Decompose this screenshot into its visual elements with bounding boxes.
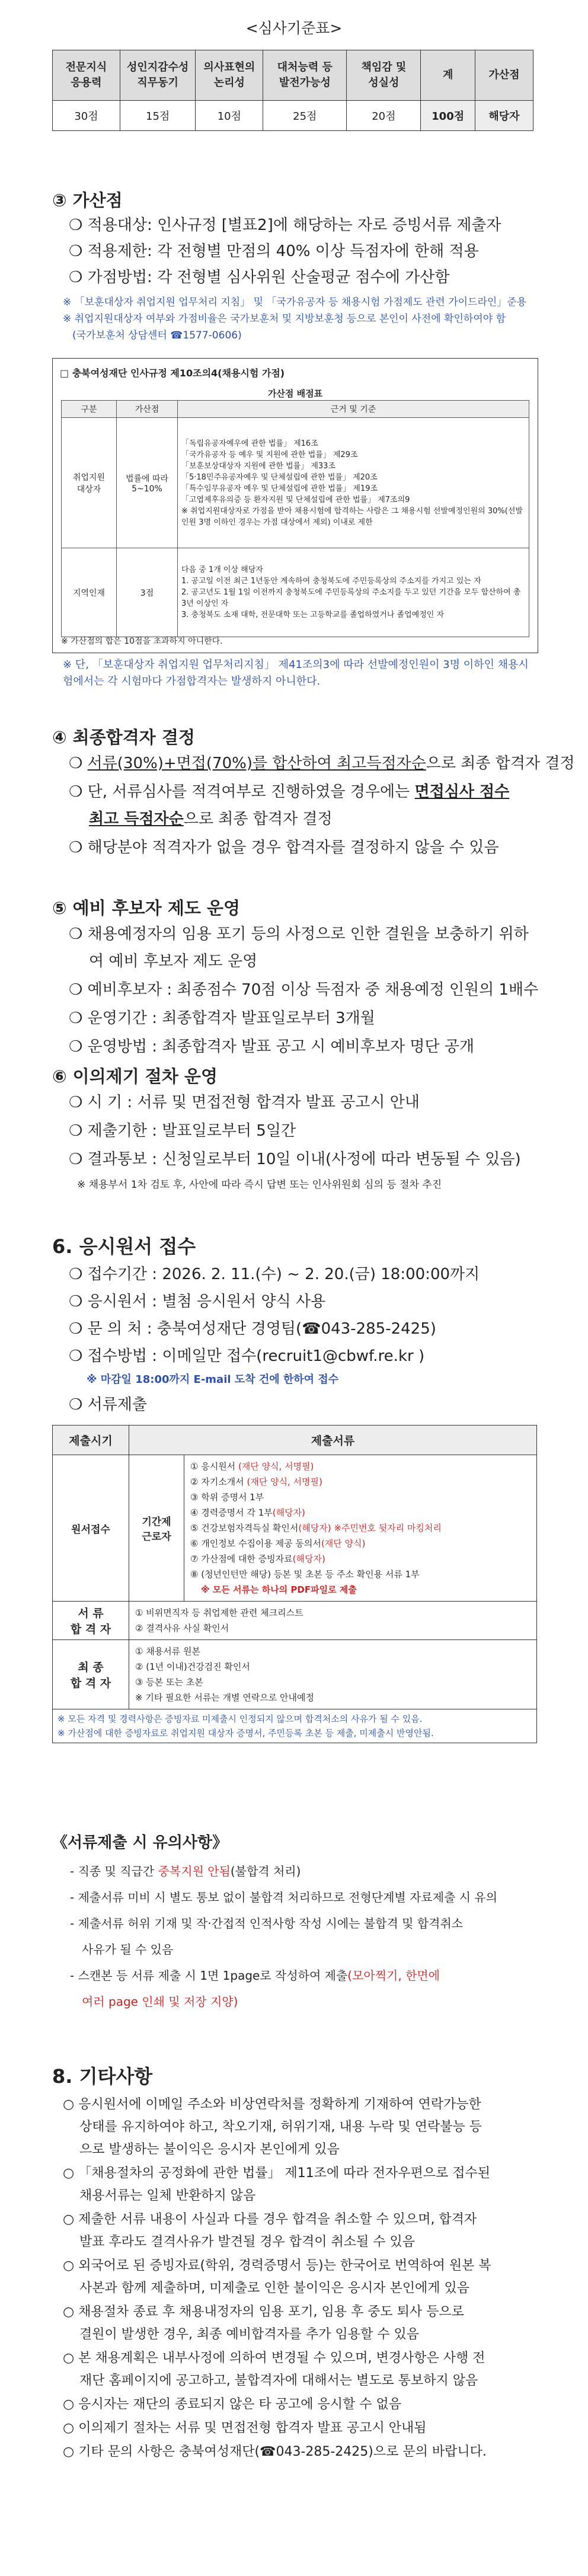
final-item-cont — [89, 807, 333, 831]
appeal-note: ※ 채용부서 1차 검토 후, 사안에 따라 즉시 답변 또는 인사위원회 심의 등 절차 추진 — [77, 1179, 442, 1191]
apply-item-text: 응시원서 : 별첨 응시원서 양식 사용 — [87, 1293, 326, 1311]
bonus-table-footnote: ※ 가산점의 합은 10점을 초과하지 아니한다. — [61, 637, 223, 646]
appeal-item: ❍ 결과통보 : 신청일로부터 10일 이내(사정에 따라 변동될 수 있음) — [69, 1150, 521, 1168]
appeal-item: ❍ 제출기한 : 발표일로부터 5일간 — [69, 1122, 296, 1140]
bonus-points: 법률에 따라 5~10% — [117, 418, 178, 548]
submit-type: 기간제 근로자 — [129, 1455, 184, 1602]
submit-notes — [53, 1709, 537, 1743]
bonus-note: ※ 「보훈대상자 취업지원 업무처리 지침」 및 「국가유공자 등 채용시험 가점제도 관련 가이드라인」준용 — [63, 296, 527, 308]
submit-row-apply — [53, 1455, 537, 1602]
caution-item: - 스캔본 등 서류 제출 시 1면 1page로 작성하여 제출(모아찍기, 한면에 — [70, 1968, 440, 1983]
submit-doc-list — [184, 1455, 537, 1602]
bonus-title: ③ 가산점 — [52, 190, 123, 210]
submit-docs: ① 비위면직자 등 취업제한 관련 체크리스트 ② 결격사유 사실 확인서 — [129, 1602, 537, 1640]
bonus-basis: 다음 중 1개 이상 해당자 1. 공고일 이전 최근 1년동안 계속하여 충청북도에 주민등록상의 주소지를 가지고 있는 자 2. 공고년도 1월 1일 이전까지 충청북도에 주민등록상의 주소지를 두고 있던 기간을 모두 합산하여 총 3년 이상인 자 3. 충청북도 소재 대학, 전문대학 또는 고등학교를 졸업하였거나 졸업예정인 자 — [178, 548, 529, 637]
submit-note: ※ 가산점에 대한 증빙자료로 취업지원 대상자 증명서, 주민등록 초본 등 제출, 미제출시 반영안됨. — [57, 1728, 434, 1738]
final-weight: 서류(30%)+면접(70%) — [87, 755, 253, 772]
criteria-table — [52, 50, 533, 131]
criteria-score: 30점 — [53, 101, 120, 131]
bonus-note: ※ 취업지원대상자 여부와 가점비율은 국가보훈처 및 지방보훈청 등으로 본인이 사전에 확인하여야 함 — [63, 313, 506, 325]
final-item: ❍ 단, 서류심사를 적격여부로 진행하였을 경우에는 면접심사 점수 — [69, 783, 510, 801]
final-interview-score: 면접심사 점수 — [414, 783, 510, 801]
criteria-header: 의사표현의 논리성 — [196, 50, 263, 101]
reserve-item-text: 운영기간 : 최종합격자 발표일로부터 3개월 — [87, 1009, 375, 1027]
bonus-col-header: 가산점 — [117, 401, 178, 418]
bonus-table-box — [52, 358, 538, 653]
criteria-header-row — [53, 50, 533, 101]
caution-item-cont: 사유가 될 수 있음 — [82, 1942, 174, 1957]
criteria-header: 가산점 — [475, 50, 533, 101]
criteria-score: 100점 — [421, 101, 475, 131]
submit-doc: ⑥ 개인정보 수집이용 제공 동의서(재단 양식) — [190, 1538, 366, 1549]
reserve-item-text: 운영방법 : 최종합격자 발표 공고 시 예비후보자 명단 공개 — [87, 1038, 475, 1056]
bonus-item: ❍ 적용대상: 인사규정 [별표2]에 해당하는 자로 증빙서류 제출자 — [69, 216, 501, 234]
submit-notes-row — [53, 1709, 537, 1743]
misc-item: ○ 채용절차 종료 후 채용내정자의 임용 포기, 임용 후 중도 퇴사 등으로 결원이 발생한 경우, 최종 예비합격자를 추가 임용할 수 있음 — [63, 2305, 464, 2342]
submit-doc: ③ 학위 증명서 1부 — [190, 1492, 264, 1503]
bonus-table-row — [62, 548, 529, 637]
bonus-table — [61, 400, 529, 637]
bonus-item-text: 적용제한: 각 전형별 만점의 40% 이상 득점자에 한해 적용 — [87, 242, 479, 260]
bonus-category: 지역인재 — [62, 548, 117, 637]
submit-doc: ⑦ 가산점에 대한 증빙자료(해당자) — [190, 1554, 325, 1564]
criteria-caption: <심사기준표> — [245, 20, 343, 37]
bonus-table-row — [62, 418, 529, 548]
criteria-score: 20점 — [347, 101, 421, 131]
caution-item: - 제출서류 허위 기재 및 작·간접적 인적사항 작성 시에는 불합격 및 합격취소 — [70, 1916, 464, 1931]
submit-time: 원서접수 — [53, 1455, 129, 1602]
submit-doc: ② 자기소개서 (재단 양식, 서명필) — [190, 1476, 322, 1487]
reserve-item: ❍ 예비후보자 : 최종점수 70점 이상 득점자 중 채용예정 인원의 1배수 — [69, 981, 539, 999]
appeal-item-text: 제출기한 : 발표일로부터 5일간 — [87, 1122, 296, 1140]
submit-header: 제출서류 — [129, 1426, 537, 1455]
misc-item: ○ 응시자는 재단의 종료되지 않은 타 공고에 응시할 수 없음 — [63, 2397, 401, 2412]
caution-title: 《서류제출 시 유의사항》 — [52, 1834, 228, 1852]
reserve-item-text: 채용예정자의 임용 포기 등의 사정으로 인한 결원을 보충하기 위하 — [87, 925, 529, 943]
misc-item: ○ 기타 문의 사항은 충북여성재단(☎043-285-2425)으로 문의 바랍니다. — [63, 2444, 487, 2459]
bonus-basis: 「독립유공자예우에 관한 법률」 제16조 「국가유공자 등 예우 및 지원에 관한 법률」 제29조 「보훈보상대상자 지원에 관한 법률」 제33조 「5·18민주유공자예우 및 단체설립에 관한 법률」 제20조 「특수임무유공자 예우 및 단체설립에 관한 법률」 제19조 「고엽제후유의증 등 환자지원 및 단체설립에 관한 법률」 제7조의9 ※ 취업지원대상자로 가점을 받아 채용시험에 합격하는 사람은 그 채용시험 선발예정인원의 30%(선발인원 3명 이하인 경우는 가점 대상에서 제외) 이내로 제한 — [178, 418, 529, 548]
final-item: ❍ 서류(30%)+면접(70%)를 합산하여 최고득점자순으로 최종 합격자 결정 — [69, 755, 575, 772]
bonus-item-text: 적용대상: 인사규정 [별표2]에 해당하는 자로 증빙서류 제출자 — [87, 216, 501, 234]
reserve-item: ❍ 운영방법 : 최종합격자 발표 공고 시 예비후보자 명단 공개 — [69, 1038, 475, 1056]
bonus-category: 취업지원 대상자 — [62, 418, 117, 548]
final-sum-rule: 를 합산하여 최고득점자순 — [252, 755, 426, 772]
appeal-item: ❍ 시 기 : 서류 및 면접전형 합격자 발표 공고시 안내 — [69, 1094, 420, 1111]
bonus-note: (국가보훈처 상담센터 ☎1577-0606) — [72, 330, 242, 341]
apply-item: ❍ 접수기간 : 2026. 2. 11.(수) ~ 2. 20.(금) 18:00:00까지 — [69, 1265, 480, 1283]
apply-item-text: 서류제출 — [87, 1396, 148, 1414]
bonus-item-text: 가점방법: 각 전형별 심사위원 산술평균 점수에 가산함 — [87, 269, 450, 286]
bonus-points: 3점 — [117, 548, 178, 637]
appeal-title: ⑥ 이의제기 절차 운영 — [52, 1066, 218, 1086]
apply-deadline-note: ※ 마감일 18:00까지 E-mail 도착 건에 한하여 접수 — [87, 1373, 339, 1386]
misc-item: ○ 외국어로 된 증빙자료(학위, 경력증명서 등)는 한국어로 번역하여 원본 복 사본과 함께 제출하며, 미제출로 인한 불이익은 응시자 본인에게 있음 — [63, 2258, 491, 2296]
apply-item: ❍ 접수방법 : 이메일만 접수(recruit1@cbwf.re.kr ) — [69, 1347, 425, 1365]
final-item-text: 단, 서류심사를 적격여부로 진행하였을 경우에는 — [87, 783, 415, 801]
caution-item: - 직종 및 직급간 중복지원 안됨(불합격 처리) — [70, 1864, 301, 1878]
criteria-header: 전문지식 응용력 — [53, 50, 120, 101]
criteria-score: 25점 — [263, 101, 347, 131]
misc-item: ○ 제출한 서류 내용이 사실과 다를 경우 합격을 취소할 수 있으며, 합격자 발표 후라도 결격사유가 발견될 경우 합격이 취소될 수 있음 — [63, 2212, 477, 2249]
misc-item: ○ 「채용절차의 공정화에 관한 법률」 제11조에 따라 전자우편으로 접수된 채용서류는 일체 반환하지 않음 — [63, 2166, 490, 2203]
final-item: ❍ 해당분야 적격자가 없을 경우 합격자를 결정하지 않을 수 있음 — [69, 839, 499, 856]
final-title: ④ 최종합격자 결정 — [52, 727, 195, 747]
submit-header: 제출시기 — [53, 1426, 129, 1455]
submit-row-doc-pass — [53, 1602, 537, 1640]
apply-item: ❍ 응시원서 : 별첨 응시원서 양식 사용 — [69, 1293, 326, 1311]
bonus-table-header-row — [62, 401, 529, 418]
bonus-col-header: 근거 및 기준 — [178, 401, 529, 418]
submit-table — [52, 1425, 537, 1743]
bonus-table-title: □ 충북여성재단 인사규정 제10조의4(채용시험 가점) — [60, 367, 285, 379]
bonus-col-header: 구분 — [62, 401, 117, 418]
caution-item: - 제출서류 미비 시 별도 통보 없이 불합격 처리하므로 전형단계별 자료제출 시 유의 — [70, 1890, 498, 1904]
criteria-score: 10점 — [196, 101, 263, 131]
final-top-score: 최고 득점자순 — [89, 810, 184, 828]
apply-item: ❍ 서류제출 — [69, 1396, 148, 1414]
reserve-item-text: 예비후보자 : 최종점수 70점 이상 득점자 중 채용예정 인원의 1배수 — [87, 981, 539, 999]
apply-item-text: 접수방법 : 이메일만 접수(recruit1@cbwf.re.kr ) — [87, 1347, 425, 1365]
submit-time: 최 종 합 격 자 — [53, 1640, 129, 1709]
criteria-header: 대처능력 등 발전가능성 — [263, 50, 347, 101]
submit-row-final-pass — [53, 1640, 537, 1709]
criteria-header: 책임감 및 성실성 — [347, 50, 421, 101]
submit-doc: ④ 경력증명서 각 1부(해당자) — [190, 1507, 305, 1518]
apply-item: ❍ 문 의 처 : 충북여성재단 경영팀(☎043-285-2425) — [69, 1320, 436, 1338]
criteria-header: 성인지감수성 직무동기 — [120, 50, 195, 101]
misc-item: ○ 응시원서에 이메일 주소와 비상연락처를 정확하게 기재하여 연락가능한 상태를 유지하여야 하고, 착오기재, 허위기재, 내용 누락 및 연락불능 등 으로 발생하는 불이익은 응시자 본인에게 있음 — [63, 2097, 482, 2157]
bonus-item: ❍ 적용제한: 각 전형별 만점의 40% 이상 득점자에 한해 적용 — [69, 242, 479, 260]
appeal-item-text: 결과통보 : 신청일로부터 10일 이내(사정에 따라 변동될 수 있음) — [87, 1150, 521, 1168]
submit-time: 서 류 합 격 자 — [53, 1602, 129, 1640]
bonus-limit-note: ※ 단, 「보훈대상자 취업지원 업무처리지침」 제41조의3에 따라 선발예정인원이 3명 이하인 채용시험에서는 각 시험마다 가점합격자는 발생하지 아니한다. — [63, 659, 529, 688]
reserve-item: ❍ 채용예정자의 임용 포기 등의 사정으로 인한 결원을 보충하기 위하 — [69, 925, 529, 943]
final-item-text: 해당분야 적격자가 없을 경우 합격자를 결정하지 않을 수 있음 — [87, 839, 499, 856]
final-item-tail: 으로 최종 합격자 결정 — [183, 810, 333, 828]
criteria-score-row — [53, 101, 533, 131]
appeal-item-text: 시 기 : 서류 및 면접전형 합격자 발표 공고시 안내 — [87, 1094, 420, 1111]
caution-item-cont: 여러 page 인쇄 및 저장 지양) — [82, 1995, 238, 2009]
apply-item-text: 접수기간 : 2026. 2. 11.(수) ~ 2. 20.(금) 18:00:00까지 — [87, 1265, 480, 1283]
criteria-header: 계 — [421, 50, 475, 101]
submit-note: ※ 모든 자격 및 경력사항은 증빙자료 미제출시 인정되지 않으며 합격처소의 사유가 될 수 있음. — [57, 1714, 423, 1724]
submit-doc: ⑧ (청년인턴만 해당) 등본 및 초본 등 주소 확인용 서류 1부 — [190, 1569, 420, 1580]
reserve-item: ❍ 운영기간 : 최종합격자 발표일로부터 3개월 — [69, 1009, 375, 1027]
reserve-title: ⑤ 예비 후보자 제도 운영 — [52, 898, 241, 918]
criteria-score: 15점 — [120, 101, 195, 131]
reserve-item-cont: 여 예비 후보자 제도 운영 — [89, 953, 258, 970]
apply-item-text: 문 의 처 : 충북여성재단 경영팀(☎043-285-2425) — [87, 1320, 436, 1338]
apply-title: 6. 응시원서 접수 — [52, 1235, 196, 1258]
bonus-item: ❍ 가점방법: 각 전형별 심사위원 산술평균 점수에 가산함 — [69, 269, 450, 286]
misc-title: 8. 기타사항 — [52, 2065, 153, 2088]
submit-docs: ① 채용서류 원본 ② (1년 이내)건강검진 확인서 ③ 등본 또는 초본 ※ 기타 필요한 서류는 개별 연락으로 안내예정 — [129, 1640, 537, 1709]
bonus-table-subtitle: 가산점 배점표 — [267, 388, 323, 399]
submit-doc: ① 응시원서 (재단 양식, 서명필) — [190, 1461, 314, 1472]
misc-item: ○ 본 채용계획은 내부사정에 의하여 변경될 수 있으며, 변경사항은 사행 전 재단 홈페이지에 공고하고, 불합격자에 대해서는 별도로 통보하지 않음 — [63, 2351, 485, 2388]
submit-pdf-note: ※ 모든 서류는 하나의 PDF파일로 제출 — [201, 1584, 357, 1595]
misc-item: ○ 이의제기 절차는 서류 및 면접전형 합격자 발표 공고시 안내됨 — [63, 2421, 427, 2436]
final-item-tail: 으로 최종 합격자 결정 — [426, 755, 575, 772]
submit-doc: ⑤ 건강보험자격득실 확인서(해당자) ※주민번호 뒷자리 마킹처리 — [190, 1523, 442, 1533]
criteria-score: 해당자 — [475, 101, 533, 131]
submit-header-row — [53, 1426, 537, 1455]
